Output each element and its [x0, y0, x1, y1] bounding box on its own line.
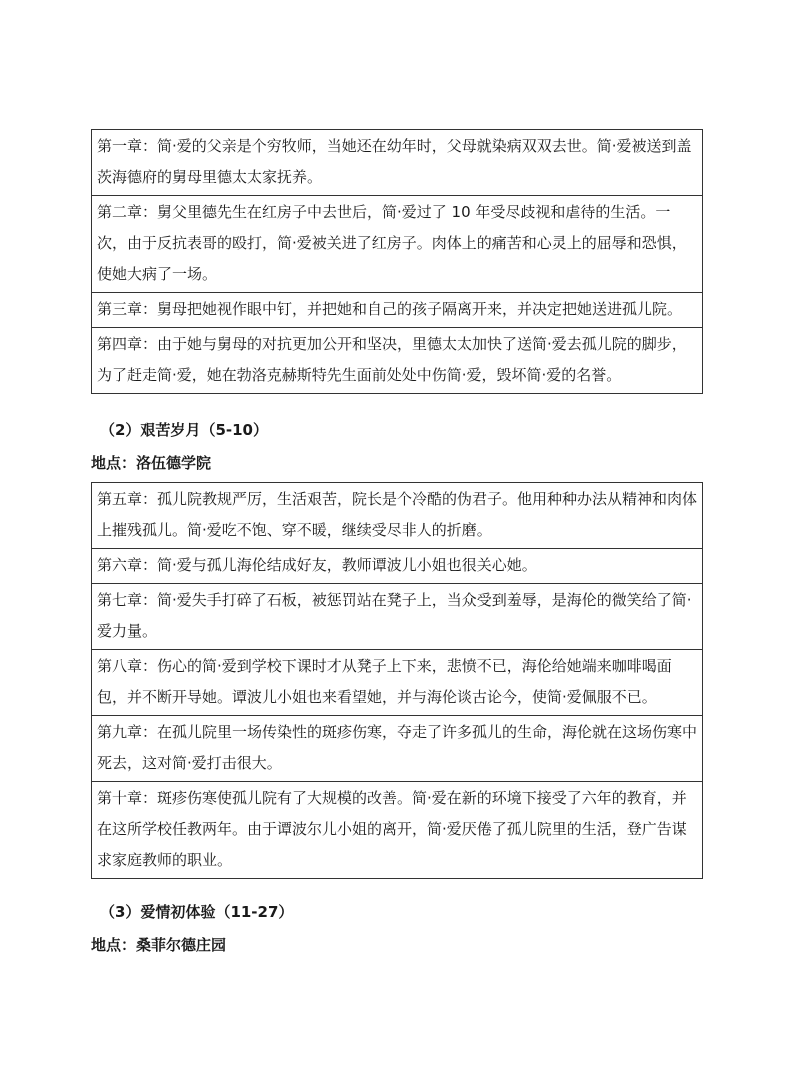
table-row: [92, 293, 703, 328]
chapter-cell: 第四章：由于她与舅母的对抗更加公开和坚决，里德太太加快了送简·爱去孤儿院的脚步，为了赶走简·爱，她在勃洛克赫斯特先生面前处处中伤简·爱，毁坏简·爱的名誉。: [92, 328, 703, 394]
table-row: [92, 782, 703, 879]
table-row: [92, 196, 703, 293]
chapter-cell: 第十章：斑疹伤寒使孤儿院有了大规模的改善。简·爱在新的环境下接受了六年的教育，并在这所学校任教两年。由于谭波尔儿小姐的离开，简·爱厌倦了孤儿院里的生活，登广告谋求家庭教师的职业。: [92, 782, 703, 879]
table-row: [92, 584, 703, 650]
chapter-cell: 第九章：在孤儿院里一场传染性的斑疹伤寒，夺走了许多孤儿的生命，海伦就在这场伤寒中死去，这对简·爱打击很大。: [92, 716, 703, 782]
table-row: [92, 483, 703, 549]
table-row: [92, 549, 703, 584]
section-heading: （2）艰苦岁月（5-10）: [100, 421, 268, 439]
chapter-cell: 第一章：简·爱的父亲是个穷牧师，当她还在幼年时，父母就染病双双去世。简·爱被送到盖茨海德府的舅母里德太太家抚养。: [92, 130, 703, 196]
table-row: [92, 650, 703, 716]
section-heading: （3）爱情初体验（11-27）: [100, 903, 294, 921]
chapter-cell: 第六章：简·爱与孤儿海伦结成好友，教师谭波儿小姐也很关心她。: [92, 549, 703, 584]
table-row: [92, 130, 703, 196]
chapter-cell: 第五章：孤儿院教规严厉，生活艰苦，院长是个冷酷的伪君子。他用种种办法从精神和肉体上摧残孤儿。简·爱吃不饱、穿不暖，继续受尽非人的折磨。: [92, 483, 703, 549]
chapter-cell: 第二章：舅父里德先生在红房子中去世后，简·爱过了 10 年受尽歧视和虐待的生活。一次，由于反抗表哥的殴打，简·爱被关进了红房子。肉体上的痛苦和心灵上的屈辱和恐惧，使她大病了一场。: [92, 196, 703, 293]
table-row: [92, 716, 703, 782]
location-label: 地点：洛伍德学院: [91, 454, 212, 472]
location-label: 地点：桑菲尔德庄园: [91, 936, 227, 954]
chapter-cell: 第三章：舅母把她视作眼中钉，并把她和自己的孩子隔离开来，并决定把她送进孤儿院。: [92, 293, 703, 328]
chapter-table-2: [91, 482, 703, 879]
chapter-cell: 第八章：伤心的简·爱到学校下课时才从凳子上下来，悲愤不已，海伦给她端来咖啡喝面包，并不断开导她。谭波儿小姐也来看望她，并与海伦谈古论今，使简·爱佩服不已。: [92, 650, 703, 716]
chapter-cell: 第七章：简·爱失手打碎了石板，被惩罚站在凳子上，当众受到羞辱，是海伦的微笑给了简·爱力量。: [92, 584, 703, 650]
table-row: [92, 328, 703, 394]
chapter-table-1: [91, 129, 703, 394]
